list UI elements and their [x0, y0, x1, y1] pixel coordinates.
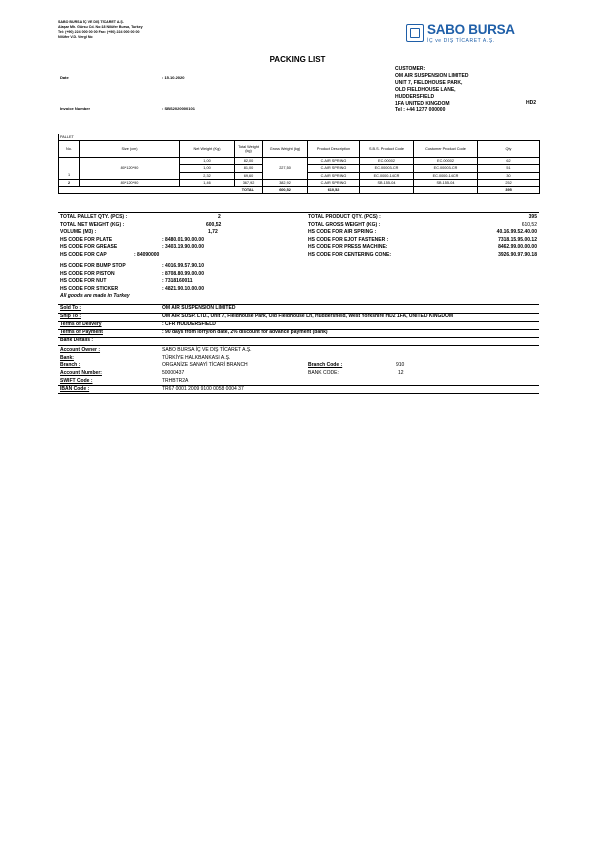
table-cell: 69,60: [235, 172, 263, 179]
table-cell: C.AIR SPRING: [308, 172, 360, 179]
table-cell: 252: [478, 179, 540, 186]
logo-subtitle: İÇ ve DIŞ TİCARET A.Ş.: [427, 38, 495, 44]
invoice-value: : SBS2020000101: [162, 106, 195, 111]
iban-value: TR67 0001 2009 9100 0058 0004 37: [162, 386, 244, 392]
table-cell: C.AIR SPRING: [308, 158, 360, 165]
table-cell: 1,00: [180, 158, 235, 165]
branch-code-value: 910: [396, 362, 405, 368]
table-cell: 1: [59, 172, 80, 179]
divider: [58, 337, 539, 338]
packing-table: [58, 134, 540, 194]
bank-code-value: 12: [398, 369, 404, 376]
table-cell: [59, 165, 80, 172]
customer-name: OM AIR SUSPENSION LIMITED: [395, 72, 469, 79]
table-cell: 2,32: [180, 172, 235, 179]
net-weight-value: 600,52: [206, 221, 222, 228]
account-owner-value: SABO BURSA İÇ VE DIŞ TİCARET A.Ş.: [162, 347, 252, 353]
hs-nut-label: HS CODE FOR NUT: [60, 278, 107, 284]
hs-cap-value: : 84090000: [134, 251, 160, 258]
col-header: Gross Weight (kg): [263, 141, 308, 158]
origin-note: All goods are made in Turkey: [60, 293, 130, 299]
delivery-terms-label: Terms of Delivery: [60, 321, 102, 327]
sold-to-label: Sold To :: [60, 305, 82, 311]
customer-city: HUDDERSFIELD: [395, 93, 435, 100]
table-cell: EC.0000-14CR: [360, 172, 414, 179]
summary-section: [58, 214, 539, 304]
table-cell: [80, 172, 180, 179]
divider: [58, 313, 539, 314]
shipping-section: [58, 305, 539, 345]
table-row: [59, 158, 540, 165]
table-cell: EC.00002: [360, 158, 414, 165]
date-value: : 15.10.2020: [162, 75, 185, 80]
table-cell: 80*120*90: [80, 179, 180, 186]
ship-to-value: OM AIR SUSP. LTD., Unit 7, Fieldhouse Park, Old Fieldhouse Ln, Huddersfield, West Yorkshire HD2 1FA, UNITED KINGDOM: [162, 313, 454, 319]
col-header: Total Weight (kg): [235, 141, 263, 158]
total-net: 600,52: [263, 186, 308, 193]
bank-section: [58, 347, 539, 399]
col-header: S.B.S. Product Code: [360, 141, 414, 158]
table-cell: 80*120*90: [80, 165, 180, 172]
table-cell: [80, 158, 180, 165]
pallet-qty-label: TOTAL PALLET QTY. (PCS) :: [60, 214, 128, 220]
account-number-label: Account Number:: [60, 369, 102, 376]
hs-fastener-value: 7318.15.95.00.12: [498, 236, 537, 243]
volume-label: VOLUME (M3) :: [60, 229, 97, 235]
col-header: Customer Product Code: [414, 141, 478, 158]
table-row: [59, 165, 540, 172]
gross-weight-value: 610,52: [521, 221, 537, 228]
table-cell: 227,50: [263, 165, 308, 172]
table-row: [59, 179, 540, 186]
table-row: [59, 172, 540, 179]
table-cell: EC.0000-14CR: [414, 172, 478, 179]
table-cell: 2: [59, 179, 80, 186]
table-cell: EC.00002: [414, 158, 478, 165]
hs-plate-label: HS CODE FOR PLATE: [60, 236, 113, 243]
account-owner-label: Account Owner :: [60, 347, 101, 353]
product-qty-label: TOTAL PRODUCT QTY. (PCS) :: [308, 214, 381, 220]
table-cell: 1,46: [180, 179, 235, 186]
divider: [58, 393, 539, 394]
bank-details-label: Bank Details :: [60, 337, 94, 343]
sold-to-value: OM AIR SUSPENSION LIMITED: [162, 305, 236, 311]
col-header: Net Weight (Kg): [180, 141, 235, 158]
hs-grease-label: HS CODE FOR GREASE: [60, 244, 118, 250]
table-cell: EC.00003-CR: [414, 165, 478, 172]
company-name: SABO BURSA İÇ VE DIŞ TİCARET A.Ş.: [58, 20, 124, 24]
divider: [58, 385, 539, 386]
payment-terms-label: Terms of Payment: [60, 329, 103, 335]
bank-label: Bank:: [60, 354, 74, 361]
col-header: Size (cm): [80, 141, 180, 158]
total-label: TOTAL: [59, 186, 263, 193]
hs-press-value: 8462.99.00.00.00: [498, 244, 537, 250]
branch-value: ORGANİZE SANAYİ TİCARİ BRANCH: [162, 362, 248, 368]
hs-nut-value: : 7318160011: [162, 278, 193, 284]
logo-mark-icon: [406, 24, 424, 42]
branch-label: Branch :: [60, 362, 81, 368]
bank-code-label: BANK CODE:: [308, 369, 339, 376]
table-cell: SB.155-04: [360, 179, 414, 186]
col-header: Product Description: [308, 141, 360, 158]
date-label: Date: [60, 75, 69, 80]
swift-label: SWIFT Code :: [60, 378, 93, 384]
company-address-block: [58, 20, 143, 40]
table-cell: 30: [478, 172, 540, 179]
divider: [58, 212, 539, 213]
company-address: Alaşar Mh. Gürsu Cd. No:18 Nilüfer Bursa, Turkey: [58, 25, 143, 29]
table-cell: C.AIR SPRING: [308, 179, 360, 186]
company-logo: [406, 22, 528, 48]
customer-address-2: OLD FIELDHOUSE LANE,: [395, 86, 456, 93]
customer-address-1: UNIT 7, FIELDHOUSE PARK,: [395, 79, 463, 86]
company-phone: Tel: (+90) 224 000 00 00 Fax: (+90) 224 000 00 00: [58, 30, 140, 34]
pallet-qty-value: 2: [218, 214, 221, 220]
company-tax: Nilüfer V.D. Vergi No: [58, 35, 93, 39]
customer-country: 1FA UNITED KINGDOM: [395, 100, 450, 107]
table-cell: 382,92: [263, 179, 308, 186]
delivery-terms-value: : CFR HUDDERSFIELD: [162, 321, 216, 327]
branch-code-label: Branch Code :: [308, 362, 343, 368]
customer-postcode: HD2: [526, 100, 537, 106]
bank-value: TÜRKİYE HALKBANKASI A.Ş.: [162, 354, 231, 361]
hs-fastener-label: HS CODE FOR EJOT FASTENER :: [308, 236, 389, 243]
hs-bump-label: HS CODE FOR BUMP STOP: [60, 263, 126, 269]
customer-label: CUSTOMER:: [395, 66, 426, 72]
table-cell: 1,00: [180, 165, 235, 172]
account-number-value: 50000437: [162, 369, 185, 376]
table-total-row: [59, 186, 540, 193]
table-cell: C.AIR SPRING: [308, 165, 360, 172]
table-header-row: [59, 141, 540, 158]
invoice-label: Invoice Number: [60, 106, 91, 111]
logo-name: SABO BURSA: [427, 22, 515, 37]
page-title: PACKING LIST: [269, 55, 326, 64]
table-cell: 81,00: [235, 165, 263, 172]
payment-terms-value: : 90 days from lorry/on date, 2% discount for advance payment (bank): [162, 329, 328, 335]
pallet-label: PALLET: [59, 134, 540, 141]
hs-bump-value: : 4016.99.57.90.10: [162, 263, 204, 269]
product-qty-value: 395: [528, 214, 537, 220]
table-cell: 367,92: [235, 179, 263, 186]
swift-value: TRHBTR2A: [162, 378, 189, 384]
hs-cap-label: HS CODE FOR CAP: [60, 251, 107, 258]
ship-to-label: Ship To :: [60, 313, 82, 319]
table-cell: EC.00003-CR: [360, 165, 414, 172]
hs-grease-value: : 3403.19.90.00.00: [162, 244, 204, 250]
hs-plate-value: : 8480.01.90.00.00: [162, 236, 204, 243]
table-cell: SB.155-04: [414, 179, 478, 186]
divider: [58, 329, 539, 330]
divider: [58, 345, 539, 346]
hs-piston-value: : 8708.80.99.00.00: [162, 270, 204, 277]
table-cell: [263, 158, 308, 165]
hs-centering-label: HS CODE FOR CENTERING CONE:: [308, 251, 392, 258]
gross-weight-label: TOTAL GROSS WEIGHT (KG) :: [308, 221, 381, 228]
divider: [58, 321, 539, 322]
iban-label: IBAN Code :: [60, 386, 90, 392]
hs-air-spring-value: 40.16.99.52.40.00: [496, 229, 537, 235]
table-cell: 51: [478, 165, 540, 172]
hs-press-label: HS CODE FOR PRESS MACHINE:: [308, 244, 388, 250]
table-cell: 62: [478, 158, 540, 165]
table-cell: 82,00: [235, 158, 263, 165]
col-header: Qty: [478, 141, 540, 158]
volume-value: 1,72: [208, 229, 218, 235]
total-qty: 395: [478, 186, 540, 193]
hs-piston-label: HS CODE FOR PISTON: [60, 270, 115, 277]
hs-air-spring-label: HS CODE FOR AIR SPRING :: [308, 229, 377, 235]
customer-block: [395, 66, 468, 114]
table-cell: [59, 158, 80, 165]
net-weight-label: TOTAL NET WEIGHT (KG) :: [60, 221, 125, 228]
total-gross: 610,52: [308, 186, 360, 193]
hs-sticker-label: HS CODE FOR STICKER: [60, 285, 119, 292]
col-header: No.: [59, 141, 80, 158]
hs-sticker-value: : 4821.90.10.00.00: [162, 285, 204, 292]
hs-centering-value: 3926.90.97.90.18: [498, 251, 537, 258]
customer-phone: Tel : +44 1277 000000: [395, 107, 446, 114]
table-cell: [263, 172, 308, 179]
